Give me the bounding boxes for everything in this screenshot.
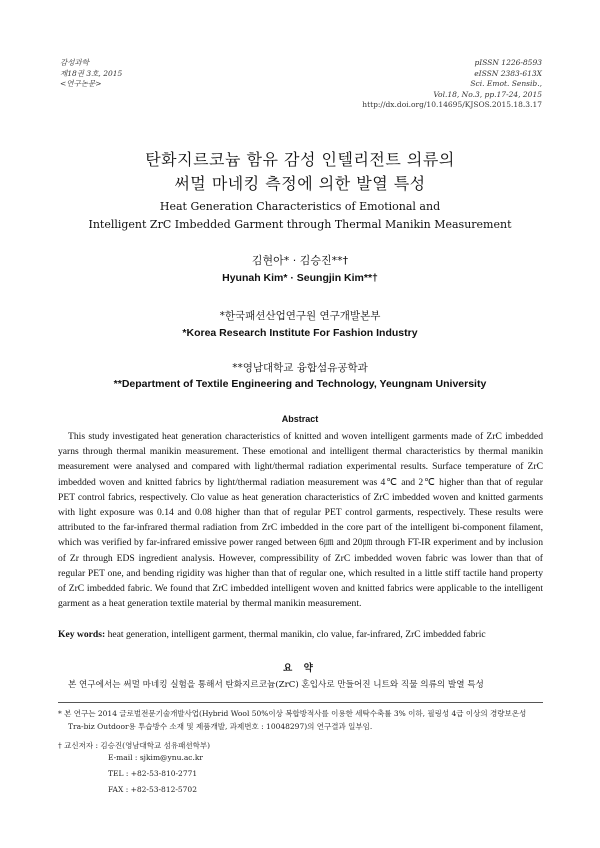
journal-header-right: [362, 58, 542, 111]
affiliation2-english: **Department of Textile Engineering and Technology, Yeungnam University: [113, 378, 487, 390]
affiliation2-korean: **영남대학교 융합섬유공학과: [232, 362, 368, 374]
corresponding-author-footnote: † 교신저자 : 김승진(영남대학교 섬유패션학부): [58, 741, 211, 750]
journal-header-left: [60, 58, 122, 90]
title-ko-line2: 써멀 마네킹 측정에 의한 발열 특성: [174, 174, 426, 193]
abstract-body: This study investigated heat generation characteristics of knitted and woven intelligent garments made of ZrC imbedded yarns through thermal manikin measurement. These emotional and intelligent thermal characteristics by thermal manikin measurement were analysed and compared with light/thermal radiation experimental results. Surface temperature of ZrC imbedded woven and knitted fabrics by light/thermal radiation measurement was 4℃ and 2℃ higher than that of regular PET control fabrics, respectively. Clo value as heat generation characteristics of ZrC imbedded woven and knitted garments with light exposure was 0.14 and 0.08 higher than that of regular PET control garments, respectively. These results were attributed to the far-infrared thermal radiation from ZrC imbedded in the core part of the intelligent bi-component filament, which was verified by far-infrared emissive power ranged between 6㎛ and 20㎛ through FT-IR experiment and by inclusion of Zr through EDS ingredient analysis. However, compressibility of ZrC imbedded woven fabric was lower than that of regular PET one, and bending rigidity was higher than that of regular one, which resulted in a little stiff tactile hand property of ZrC imbedded fabric. We found that ZrC imbedded intelligent woven and knitted fabrics were applicable to the intelligent garment as a heat generation textile material by thermal manikin measurement.: [58, 431, 543, 610]
doi-link[interactable]: http://dx.doi.org/10.14695/KJSOS.2015.18.3.17: [362, 100, 542, 109]
title-en-line1: Heat Generation Characteristics of Emotional and: [159, 200, 441, 213]
contact-tel: TEL : +82-53-810-2771: [108, 769, 198, 778]
title-korean: [0, 148, 600, 196]
abstract-heading: Abstract: [281, 414, 319, 424]
journal-name-ko: 감성과학: [60, 58, 89, 67]
keywords: [58, 627, 543, 642]
title-ko-line1: 탄화지르코늄 함유 감성 인텔리전트 의류의: [145, 150, 455, 169]
pissn: pISSN 1226-8593: [474, 58, 542, 67]
article-type-ko: <연구논문>: [60, 79, 102, 88]
title-english: [0, 198, 600, 234]
authors-english: Hyunah Kim* · Seungjin Kim**†: [222, 272, 378, 284]
affiliation1-korean: *한국패션산업연구원 연구개발본부: [219, 310, 381, 322]
keywords-list: heat generation, intelligent garment, thermal manikin, clo value, far-infrared, ZrC imbedded fabric: [107, 629, 486, 640]
keywords-label: Key words:: [58, 629, 106, 640]
funding-footnote: * 본 연구는 2014 글로벌전문기술개발사업(Hybrid Wool 50%이상 복합방적사를 이용한 세탁수축률 3% 이하, 필링성 4급 이상의 경량보온성 Tra-biz Outdoor용 투습방수 소재 및 제품개발, 과제번호 : 10048297)의 연구결과 일부임.: [58, 709, 527, 731]
affiliation1-english: *Korea Research Institute For Fashion Industry: [182, 327, 418, 339]
eissn: eISSN 2383-613X: [474, 68, 542, 78]
title-en-line2: Intelligent ZrC Imbedded Garment through Thermal Manikin Measurement: [88, 218, 512, 231]
journal-name-en: Sci. Emot. Sensib.,: [470, 79, 542, 88]
journal-volume-en: Vol.18, No.3, pp.17-24, 2015: [433, 89, 542, 99]
authors-korean: 김현아* · 김승진**†: [251, 254, 349, 267]
korean-summary-heading: 요 약: [283, 663, 317, 674]
contact-email: E-mail : sjkim@ynu.ac.kr: [108, 753, 204, 762]
contact-fax: FAX : +82-53-812-5702: [108, 785, 197, 794]
journal-volume-ko: 제18권 3호, 2015: [60, 68, 123, 78]
korean-summary-body: 본 연구에서는 써멀 마네킹 실험을 통해서 탄화지르코늄(ZrC) 혼입사로 만들어진 니트와 직물 의류의 발열 특성: [68, 680, 484, 690]
footnote-divider: [58, 702, 543, 703]
